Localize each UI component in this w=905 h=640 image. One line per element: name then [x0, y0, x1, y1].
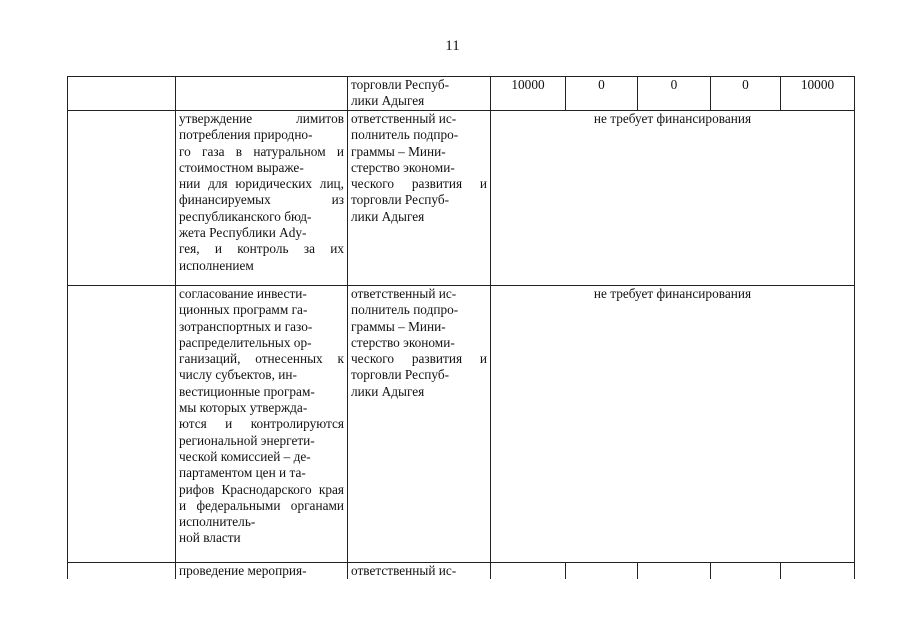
cell-executor: ответственный ис-	[348, 563, 491, 580]
cell-value-2	[638, 563, 711, 580]
activity-text: согласование инвести- ционных программ га- зотранспортных и газо- распределительных ор- ганизаций, отнесенных к числу субъектов, ин- вестиционные програм- мы которых утвержда- ются и контролируются региональной энергети- ческой комиссией – де- партаментом цен и та- рифов Краснодарского края и федеральными органами исполнитель- ной власти	[179, 286, 344, 546]
cell-value-1: 0	[566, 77, 638, 111]
cell-total: 10000	[491, 77, 566, 111]
cell-value-4: 10000	[781, 77, 855, 111]
table-row-investment	[68, 286, 855, 563]
table-row-top	[68, 77, 855, 111]
executor-text: торговли Респуб- лики Адыгея	[351, 77, 450, 109]
cell-activity: проведение мероприя-	[176, 563, 348, 580]
executor-text: ответственный ис- полнитель подпро- граммы – Мини- стерство экономи- ческого развития и торговли Респуб- лики Адыгея	[351, 111, 487, 224]
activity-text: утверждение лимитов потребления природно- го газа в натуральном и стоимостном выраже- нии для юридических лиц, финансируемых из республиканского бюд- жета Республики Ady- гея, и контроль за их исполнением	[179, 111, 344, 273]
cell-financing: не требует финансирования	[491, 286, 855, 563]
table-row-gas-limits	[68, 111, 855, 286]
cell-executor	[348, 111, 491, 286]
cell-executor	[348, 286, 491, 563]
cell-number	[68, 77, 176, 111]
cell-number	[68, 111, 176, 286]
cell-number	[68, 286, 176, 563]
executor-text: ответственный ис- полнитель подпро- граммы – Мини- стерство экономи- ческого развития и торговли Респуб- лики Адыгея	[351, 286, 487, 399]
cell-value-2: 0	[638, 77, 711, 111]
cell-executor	[348, 77, 491, 111]
cell-activity	[176, 77, 348, 111]
cell-number	[68, 563, 176, 580]
page-number: 11	[445, 38, 460, 54]
cell-value-1	[566, 563, 638, 580]
cell-value-3: 0	[711, 77, 781, 111]
cell-activity	[176, 286, 348, 563]
table-row-events	[68, 563, 855, 580]
cell-value-3	[711, 563, 781, 580]
budget-table	[67, 76, 855, 579]
cell-value-4	[781, 563, 855, 580]
cell-total	[491, 563, 566, 580]
cell-activity	[176, 111, 348, 286]
cell-financing: не требует финансирования	[491, 111, 855, 286]
